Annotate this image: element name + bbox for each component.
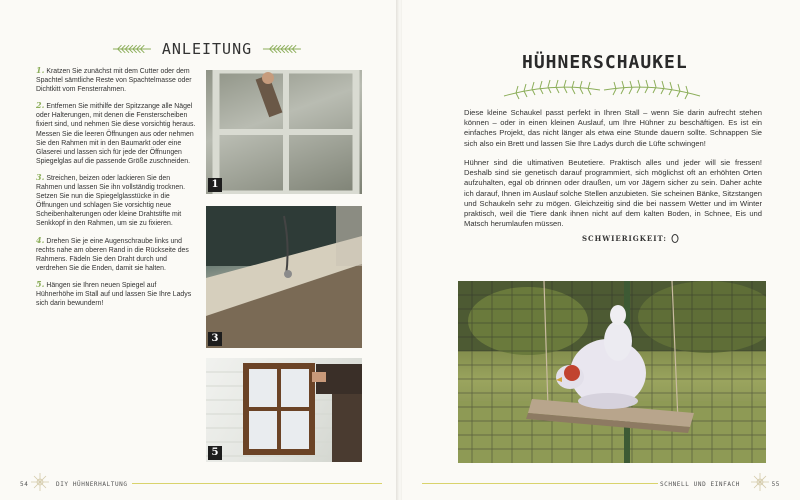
- fern-decoration-icon: [502, 76, 702, 102]
- flower-icon: [750, 472, 770, 492]
- step-badge: 3: [208, 332, 222, 346]
- chicken-swing-photo: [458, 281, 766, 463]
- step-badge: 5: [208, 446, 222, 460]
- right-footer-line: [422, 483, 658, 484]
- left-footer-label: DIY HÜHNERHALTUNG: [56, 481, 128, 488]
- mirror-wire-illustration: [206, 206, 362, 348]
- intro-paragraph: Diese kleine Schaukel passt perfekt in Ihren Stall – wenn Sie darin aufrecht stehen können – oder in einen kleinen Auslauf, um Ihre Hühner zu beschäftigen. Es ist ein einfaches Projekt, das nicht länger als etwa eine Stunde dauern sollte. Schnappen Sie sich also ein Brett und lassen Sie Ihre Ladys durch die Lüfte schwingen!: [464, 108, 762, 148]
- left-footer-line: [132, 483, 382, 484]
- step-badge: 1: [208, 178, 222, 192]
- difficulty-rating: [582, 233, 679, 243]
- page-title: HÜHNERSCHAUKEL: [522, 52, 688, 73]
- right-page: [402, 0, 800, 500]
- step-item: 4. Drehen Sie je eine Augenschraube links und rechts nahe am oberen Rand in die Rückseite des Rahmens. Fädeln Sie den Draht durch und verdrehen Sie die Enden, damit sie halten.: [36, 234, 189, 272]
- left-page: [0, 0, 398, 500]
- body-paragraph: Hühner sind die ultimativen Beutetiere. Praktisch alles und jeder will sie fressen! Deshalb sind sie genetisch darauf programmiert, sich möglichst oft an erhöhten Orten aufzuhalten, egal ob drinnen oder draußen, um vor Jägern sicher zu sein. Daher achte ich darauf, Ihnen im Auslauf solche Stellen anzubieten. Sie scheinen Bänke, Sitzstangen und Schaukeln sehr zu mögen. Gleichzeitig sind die bei nassem Wetter und im Winter praktisch, weil die Tiere dank ihnen nicht auf dem kalten Boden, in Schnee, Eis und Matsch herumlaufen müssen.: [464, 158, 762, 229]
- step-photo-mirror-wire: [206, 206, 362, 348]
- step-photo-window-frame: [206, 70, 362, 194]
- section-title: [112, 38, 302, 60]
- egg-icon: [671, 233, 679, 243]
- right-footer-label: SCHNELL UND EINFACH: [659, 481, 740, 488]
- hanging-mirror-illustration: [206, 358, 362, 462]
- step-item: 2. Entfernen Sie mithilfe der Spitzzange alle Nägel oder Halterungen, mit denen die Fensterscheiben fixiert sind, und nehmen Sie diese vorsichtig heraus. Messen Sie die leeren Öffnungen aus oder nehmen Sie den Rahmen mit in den Baumarkt oder eine Glaserei und lassen sich für jede der Öffnungen Spiegelglas auf die passende Größe zuschneiden.: [36, 100, 196, 165]
- flower-icon: [30, 472, 50, 492]
- sprig-left-icon: [112, 43, 152, 55]
- right-page-number: 55: [771, 481, 780, 488]
- section-title-text: ANLEITUNG: [161, 40, 253, 58]
- difficulty-label: SCHWIERIGKEIT:: [582, 233, 668, 243]
- chicken-swing-illustration: [458, 281, 766, 463]
- step-photo-hanging-mirror: [206, 358, 362, 462]
- step-item: 5. Hängen sie Ihren neuen Spiegel auf Hühnerhöhe im Stall auf und lassen Sie Ihre Ladys sich darin bewundern!: [36, 278, 192, 308]
- instruction-steps: [36, 66, 196, 315]
- left-page-number: 54: [20, 481, 29, 488]
- step-item: 3. Streichen, beizen oder lackieren Sie den Rahmen und lassen Sie ihn vollständig trocknen. Setzen Sie nun die Spiegelglasstücke in die Öffnungen und schlagen Sie vorsichtig neue Scheibenhalterungen oder kleine Drahtstifte mit Senkkopf in den Rahmen, um sie zu fixieren.: [36, 171, 186, 228]
- window-frame-illustration: [206, 70, 362, 194]
- sprig-right-icon: [262, 43, 302, 55]
- step-item: 1. Kratzen Sie zunächst mit dem Cutter oder dem Spachtel sämtliche Reste von Spachtelmasse oder Dichtkitt vom Fensterrahmen.: [36, 65, 192, 94]
